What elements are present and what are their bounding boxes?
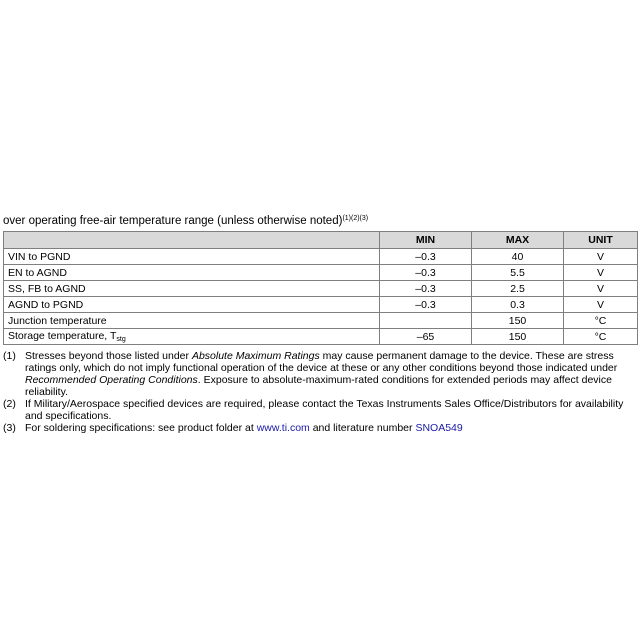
row-param-text: Storage temperature, T	[8, 330, 117, 342]
row-max: 40	[472, 249, 564, 265]
table-row	[4, 313, 638, 329]
footnote-text	[25, 422, 637, 434]
row-unit: °C	[564, 329, 638, 345]
row-param: Junction temperature	[4, 313, 380, 329]
table-row	[4, 329, 638, 345]
footnotes	[3, 350, 637, 434]
header-unit: UNIT	[564, 232, 638, 249]
table-row	[4, 297, 638, 313]
row-max: 150	[472, 329, 564, 345]
row-min	[380, 313, 472, 329]
footnote-number: (2)	[3, 398, 16, 410]
row-min: –0.3	[380, 297, 472, 313]
row-param: SS, FB to AGND	[4, 281, 380, 297]
footnote-text: If Military/Aerospace specified devices are required, please contact the Texas Instruments Sales Office/Distributors for availability and specifications.	[25, 398, 624, 422]
footnote-number: (3)	[3, 422, 16, 434]
table-row	[4, 265, 638, 281]
footnote-text-part: For soldering specifications: see product folder at	[25, 422, 257, 434]
table-caption	[3, 214, 637, 228]
row-unit: V	[564, 281, 638, 297]
row-param	[4, 329, 380, 345]
header-param	[4, 232, 380, 249]
footnote-text-part: and literature number	[309, 422, 416, 434]
caption-footnote-refs: (1)(2)(3)	[342, 215, 369, 222]
footnote	[3, 422, 637, 434]
row-unit: V	[564, 265, 638, 281]
row-unit: °C	[564, 313, 638, 329]
row-min: –0.3	[380, 281, 472, 297]
table-row	[4, 249, 638, 265]
row-param: VIN to PGND	[4, 249, 380, 265]
row-param-subscript: stg	[116, 336, 126, 343]
footnote-number: (1)	[3, 350, 16, 362]
footnote-italic-term: Absolute Maximum Ratings	[191, 350, 320, 362]
table-row	[4, 281, 638, 297]
footnote-text-part: may cause permanent damage to the device. These are stress ratings only, which do not imply functional operation of the device at these or any other conditions beyond those indicated under	[25, 350, 618, 374]
footnote-text-part: Stresses beyond those listed under	[25, 350, 192, 362]
row-max: 5.5	[472, 265, 564, 281]
row-min: –65	[380, 329, 472, 345]
footnote-text	[25, 350, 637, 398]
row-unit: V	[564, 249, 638, 265]
row-max: 2.5	[472, 281, 564, 297]
row-unit: V	[564, 297, 638, 313]
footnote	[3, 350, 637, 398]
ti-website-link[interactable]: www.ti.com	[256, 422, 310, 434]
row-max: 0.3	[472, 297, 564, 313]
literature-number-link[interactable]: SNOA549	[415, 422, 463, 434]
absolute-maximum-ratings	[3, 214, 637, 434]
header-max: MAX	[472, 232, 564, 249]
row-min: –0.3	[380, 249, 472, 265]
footnote-italic-term: Recommended Operating Conditions	[25, 374, 198, 386]
header-min: MIN	[380, 232, 472, 249]
table-header-row	[4, 232, 638, 249]
row-param: EN to AGND	[4, 265, 380, 281]
footnote	[3, 398, 637, 422]
caption-text: over operating free-air temperature range (unless otherwise noted)	[3, 215, 343, 227]
row-min: –0.3	[380, 265, 472, 281]
ratings-table	[3, 231, 638, 345]
footnote-text-part: . Exposure to absolute-maximum-rated conditions for extended periods may affect device reliability.	[25, 374, 612, 398]
row-param: AGND to PGND	[4, 297, 380, 313]
row-max: 150	[472, 313, 564, 329]
